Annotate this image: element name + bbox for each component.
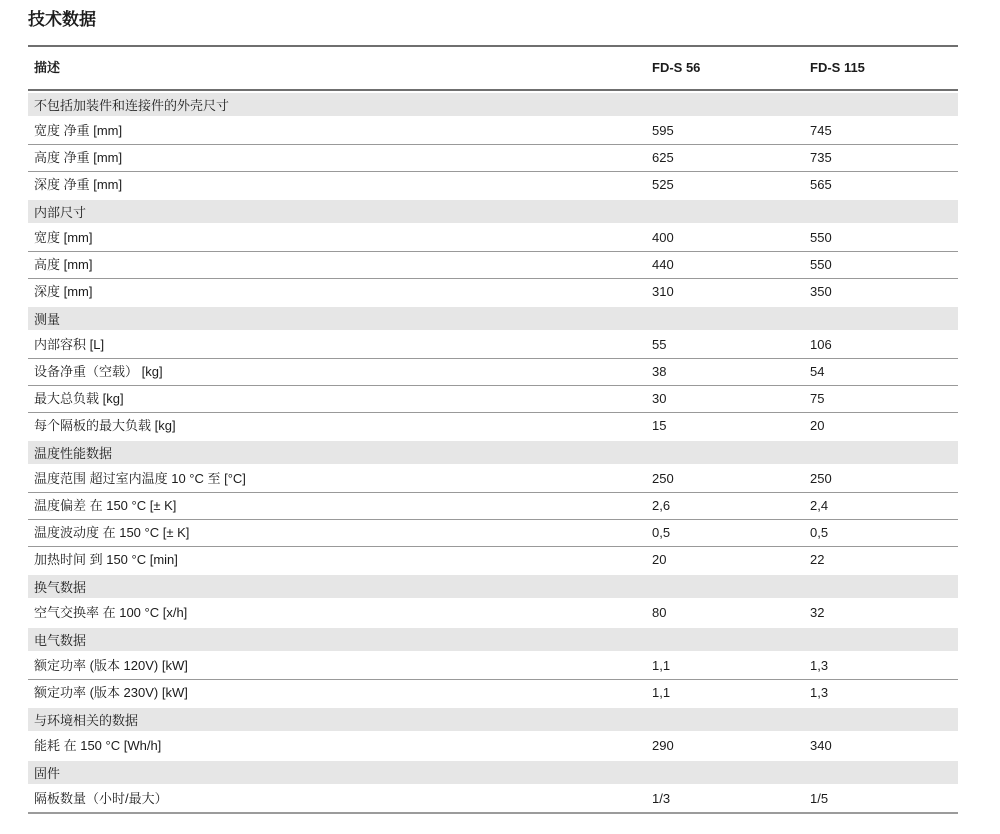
row-label: 能耗 在 150 °C [Wh/h] xyxy=(34,737,162,753)
row-value-fd-s-115: 54 xyxy=(810,363,825,379)
table-row xyxy=(28,118,958,144)
row-value-fd-s-115: 550 xyxy=(810,229,832,245)
table-row xyxy=(28,171,958,198)
row-value-fd-s-56: 310 xyxy=(652,283,674,299)
row-value-fd-s-56: 1,1 xyxy=(652,657,671,673)
row-label: 内部容积 [L] xyxy=(34,336,105,352)
row-value-fd-s-56: 1/3 xyxy=(652,790,671,806)
row-value-fd-s-115: 340 xyxy=(810,737,832,753)
section-header-row: 温度性能数据 xyxy=(28,441,958,464)
row-value-fd-s-115: 735 xyxy=(810,149,832,165)
row-value-fd-s-115: 32 xyxy=(810,604,825,620)
tech-data-table xyxy=(28,45,958,814)
row-value-fd-s-56: 38 xyxy=(652,363,667,379)
row-value-fd-s-56: 625 xyxy=(652,149,674,165)
row-label: 温度波动度 在 150 °C [± K] xyxy=(34,524,190,540)
row-label: 加热时间 到 150 °C [min] xyxy=(34,551,178,567)
row-value-fd-s-115: 22 xyxy=(810,551,825,567)
column-header-fd-s-56: FD-S 56 xyxy=(652,59,701,75)
section-header-row: 电气数据 xyxy=(28,628,958,651)
row-value-fd-s-56: 30 xyxy=(652,390,667,406)
row-value-fd-s-56: 440 xyxy=(652,256,674,272)
page-title: 技术数据 xyxy=(28,10,96,29)
row-label: 额定功率 (版本 120V) [kW] xyxy=(34,657,188,673)
table-row xyxy=(28,786,958,812)
row-value-fd-s-115: 2,4 xyxy=(810,497,829,513)
table-row xyxy=(28,225,958,251)
row-value-fd-s-115: 250 xyxy=(810,470,832,486)
table-row xyxy=(28,466,958,492)
table-row xyxy=(28,519,958,546)
row-value-fd-s-56: 2,6 xyxy=(652,497,671,513)
row-value-fd-s-56: 400 xyxy=(652,229,674,245)
row-label: 额定功率 (版本 230V) [kW] xyxy=(34,684,188,700)
row-value-fd-s-56: 80 xyxy=(652,604,667,620)
row-label: 最大总负载 [kg] xyxy=(34,390,124,406)
table-header-row xyxy=(28,45,958,91)
row-value-fd-s-56: 20 xyxy=(652,551,667,567)
row-value-fd-s-56: 15 xyxy=(652,417,667,433)
row-label: 宽度 [mm] xyxy=(34,229,93,245)
table-row xyxy=(28,332,958,358)
table-row xyxy=(28,278,958,305)
row-value-fd-s-115: 1/5 xyxy=(810,790,829,806)
row-value-fd-s-115: 1,3 xyxy=(810,657,829,673)
table-row xyxy=(28,679,958,706)
column-header-fd-s-115: FD-S 115 xyxy=(810,59,865,75)
table-row xyxy=(28,546,958,573)
row-value-fd-s-56: 595 xyxy=(652,122,674,138)
row-label: 宽度 净重 [mm] xyxy=(34,122,123,138)
row-value-fd-s-115: 565 xyxy=(810,176,832,192)
row-label: 深度 净重 [mm] xyxy=(34,176,123,192)
table-body xyxy=(28,93,958,812)
row-value-fd-s-115: 0,5 xyxy=(810,524,829,540)
row-label: 深度 [mm] xyxy=(34,283,93,299)
row-value-fd-s-56: 0,5 xyxy=(652,524,671,540)
row-value-fd-s-115: 745 xyxy=(810,122,832,138)
section-header-row: 测量 xyxy=(28,307,958,330)
row-value-fd-s-115: 106 xyxy=(810,336,832,352)
section-header-row: 与环境相关的数据 xyxy=(28,708,958,731)
table-row xyxy=(28,251,958,278)
table-row xyxy=(28,385,958,412)
row-value-fd-s-56: 1,1 xyxy=(652,684,671,700)
row-label: 高度 净重 [mm] xyxy=(34,149,123,165)
row-value-fd-s-56: 290 xyxy=(652,737,674,753)
table-row xyxy=(28,733,958,759)
section-header-row: 固件 xyxy=(28,761,958,784)
section-header-row: 换气数据 xyxy=(28,575,958,598)
row-value-fd-s-115: 1,3 xyxy=(810,684,829,700)
row-value-fd-s-56: 55 xyxy=(652,336,667,352)
table-row xyxy=(28,412,958,439)
row-value-fd-s-115: 350 xyxy=(810,283,832,299)
row-label: 设备净重（空载） [kg] xyxy=(34,363,163,379)
row-label: 温度范围 超过室内温度 10 °C 至 [°C] xyxy=(34,470,246,486)
row-value-fd-s-56: 250 xyxy=(652,470,674,486)
table-row xyxy=(28,492,958,519)
row-label: 每个隔板的最大负载 [kg] xyxy=(34,417,176,433)
row-value-fd-s-56: 525 xyxy=(652,176,674,192)
row-label: 温度偏差 在 150 °C [± K] xyxy=(34,497,177,513)
row-value-fd-s-115: 550 xyxy=(810,256,832,272)
row-value-fd-s-115: 20 xyxy=(810,417,825,433)
row-label: 隔板数量（小时/最大） xyxy=(34,790,168,806)
row-label: 高度 [mm] xyxy=(34,256,93,272)
table-row xyxy=(28,600,958,626)
row-label: 空气交换率 在 100 °C [x/h] xyxy=(34,604,188,620)
section-header-row: 不包括加装件和连接件的外壳尺寸 xyxy=(28,93,958,116)
table-row xyxy=(28,358,958,385)
table-row xyxy=(28,653,958,679)
row-value-fd-s-115: 75 xyxy=(810,390,825,406)
table-row xyxy=(28,144,958,171)
column-header-description: 描述 xyxy=(34,59,61,75)
section-header-row: 内部尺寸 xyxy=(28,200,958,223)
